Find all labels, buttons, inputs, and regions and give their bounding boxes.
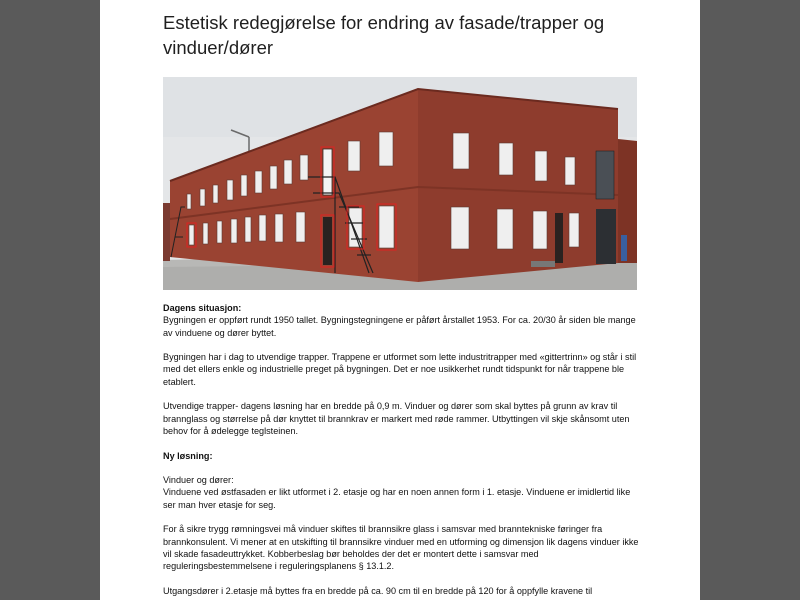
- paragraph-current-3: Utvendige trapper- dagens løsning har en bredde på 0,9 m. Vinduer og dører som skal byttes på grunn av krav til brannglass og størrelse på dør knyttet til brannkrav er markert med røde rammer. Utbyttingen vil skje skånsomt uten behov for å ødelegge teglsteinen.: [163, 401, 630, 436]
- document-title: Estetisk redegjørelse for endring av fasade/trapper og vinduer/dører: [163, 12, 605, 58]
- building-photo: [163, 77, 637, 290]
- paragraph-new-2: For å sikre trygg rømningsvei må vinduer skiftes til brannsikre glass i samsvar med branntekniske føringer fra brannkonsulent. Vi mener at en utskifting til brannsikre vinduer med en utforming og dimensjon lik dagens vinduer ikke vil skade fasadeuttrykket. Kobberbeslag bør beholdes der det er montert dette i samsvar med reguleringsbestemmelsene i reguleringsplanens § 13.1.2.: [163, 524, 639, 572]
- paragraph-current-1: Bygningen er oppført rundt 1950 tallet. Bygningstegningene er påført årstallet 1953. For ca. 20/30 år siden ble mange av vinduene og dører byttet.: [163, 315, 636, 338]
- paragraph-new-3: Utgangsdører i 2.etasje må byttes fra en bredde på ca. 90 cm til en bredde på 120 for å oppfylle kravene til: [163, 585, 593, 596]
- document-page: [100, 0, 700, 600]
- document-body: [163, 302, 639, 600]
- heading-current-situation: Dagens situasjon:: [163, 303, 242, 313]
- subheading-windows-doors: Vinduer og dører:: [163, 475, 234, 486]
- paragraph-current-2: Bygningen har i dag to utvendige trapper. Trappene er utformet som lette industritrapper med «gittertrinn» og står i stil med det ellers enkle og industrielle preget på bygningen. Det er noe usikkerhet rundt tidspunkt for når trappene ble etablert.: [163, 352, 637, 387]
- paragraph-new-1: Vinduene ved østfasaden er likt utformet i 2. etasje og har en noen annen form i 1. etasje. Vinduene er imidlertid like ser man hver etasje for seg.: [163, 487, 631, 510]
- heading-new-solution: Ny løsning:: [163, 450, 213, 461]
